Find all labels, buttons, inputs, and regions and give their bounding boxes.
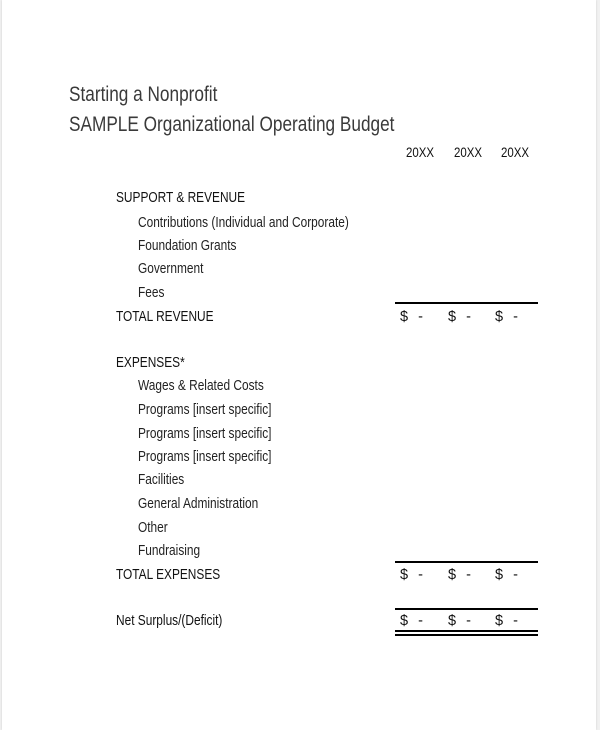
revenue-line-item <box>138 260 218 278</box>
amount-value: - <box>418 309 423 325</box>
currency-symbol: $ <box>495 309 504 325</box>
revenue-total-rule <box>395 302 538 304</box>
net-surplus-value-3 <box>495 612 518 630</box>
document-title-text: Starting a Nonprofit <box>69 83 218 106</box>
total-revenue-value-2 <box>448 308 471 326</box>
amount-value: - <box>466 309 471 325</box>
net-double-underline-2 <box>395 634 538 636</box>
document-subtitle-text: SAMPLE Organizational Operating Budget <box>69 113 395 136</box>
total-revenue-value-1 <box>400 308 423 326</box>
expense-line-item-label: Wages & Related Costs <box>138 378 264 394</box>
revenue-line-item-label: Fees <box>138 285 165 301</box>
net-surplus-value-2 <box>448 612 471 630</box>
revenue-line-item <box>138 214 395 232</box>
revenue-line-item <box>138 237 258 255</box>
currency-symbol: $ <box>448 613 457 629</box>
net-surplus-label-text: Net Surplus/(Deficit) <box>116 613 223 629</box>
currency-symbol: $ <box>400 613 409 629</box>
amount-value: - <box>466 567 471 583</box>
expenses-heading <box>116 354 200 372</box>
expenses-total-rule <box>395 561 538 563</box>
revenue-line-item-label: Contributions (Individual and Corporate) <box>138 215 349 231</box>
currency-symbol: $ <box>495 613 504 629</box>
document-subtitle <box>69 113 466 137</box>
expense-line-item-label: Programs [insert specific] <box>138 449 272 465</box>
column-header-1-text: 20XX <box>406 144 435 160</box>
total-expenses-label-text: TOTAL EXPENSES <box>116 567 221 583</box>
expense-line-item <box>138 425 301 443</box>
column-header-3 <box>501 143 535 161</box>
support-revenue-heading <box>116 189 273 207</box>
revenue-line-item-label: Foundation Grants <box>138 238 237 254</box>
expense-line-item <box>138 377 291 395</box>
net-double-underline-1 <box>395 630 538 632</box>
currency-symbol: $ <box>400 309 409 325</box>
net-total-rule <box>395 608 538 610</box>
document-title <box>69 83 250 107</box>
amount-value: - <box>513 309 518 325</box>
support-revenue-heading-text: SUPPORT & REVENUE <box>116 190 246 206</box>
expense-line-item <box>138 448 301 466</box>
document-page <box>2 0 596 730</box>
total-expenses-value-2 <box>448 566 471 584</box>
total-expenses-label <box>116 566 243 584</box>
expense-line-item-label: Programs [insert specific] <box>138 402 272 418</box>
column-header-1 <box>406 143 440 161</box>
expense-line-item-label: Programs [insert specific] <box>138 426 272 442</box>
expense-line-item-label: Facilities <box>138 472 185 488</box>
column-header-2 <box>454 143 488 161</box>
total-revenue-label <box>116 308 235 326</box>
total-revenue-value-3 <box>495 308 518 326</box>
expense-line-item <box>138 542 214 560</box>
currency-symbol: $ <box>448 567 457 583</box>
expense-line-item <box>138 495 285 513</box>
expense-line-item-label: General Administration <box>138 496 259 512</box>
currency-symbol: $ <box>400 567 409 583</box>
amount-value: - <box>418 613 423 629</box>
column-header-2-text: 20XX <box>454 144 483 160</box>
total-revenue-label-text: TOTAL REVENUE <box>116 309 214 325</box>
expense-line-item <box>138 401 301 419</box>
column-header-3-text: 20XX <box>501 144 530 160</box>
expense-line-item-label: Fundraising <box>138 543 201 559</box>
currency-symbol: $ <box>448 309 457 325</box>
expense-line-item <box>138 471 194 489</box>
amount-value: - <box>513 567 518 583</box>
expense-line-item-label: Other <box>138 520 168 536</box>
total-expenses-value-1 <box>400 566 423 584</box>
net-surplus-value-1 <box>400 612 423 630</box>
amount-value: - <box>418 567 423 583</box>
revenue-line-item <box>138 284 170 302</box>
expense-line-item <box>138 519 174 537</box>
net-surplus-label <box>116 612 246 630</box>
currency-symbol: $ <box>495 567 504 583</box>
revenue-line-item-label: Government <box>138 261 204 277</box>
amount-value: - <box>466 613 471 629</box>
expenses-heading-text: EXPENSES* <box>116 355 185 371</box>
total-expenses-value-3 <box>495 566 518 584</box>
amount-value: - <box>513 613 518 629</box>
